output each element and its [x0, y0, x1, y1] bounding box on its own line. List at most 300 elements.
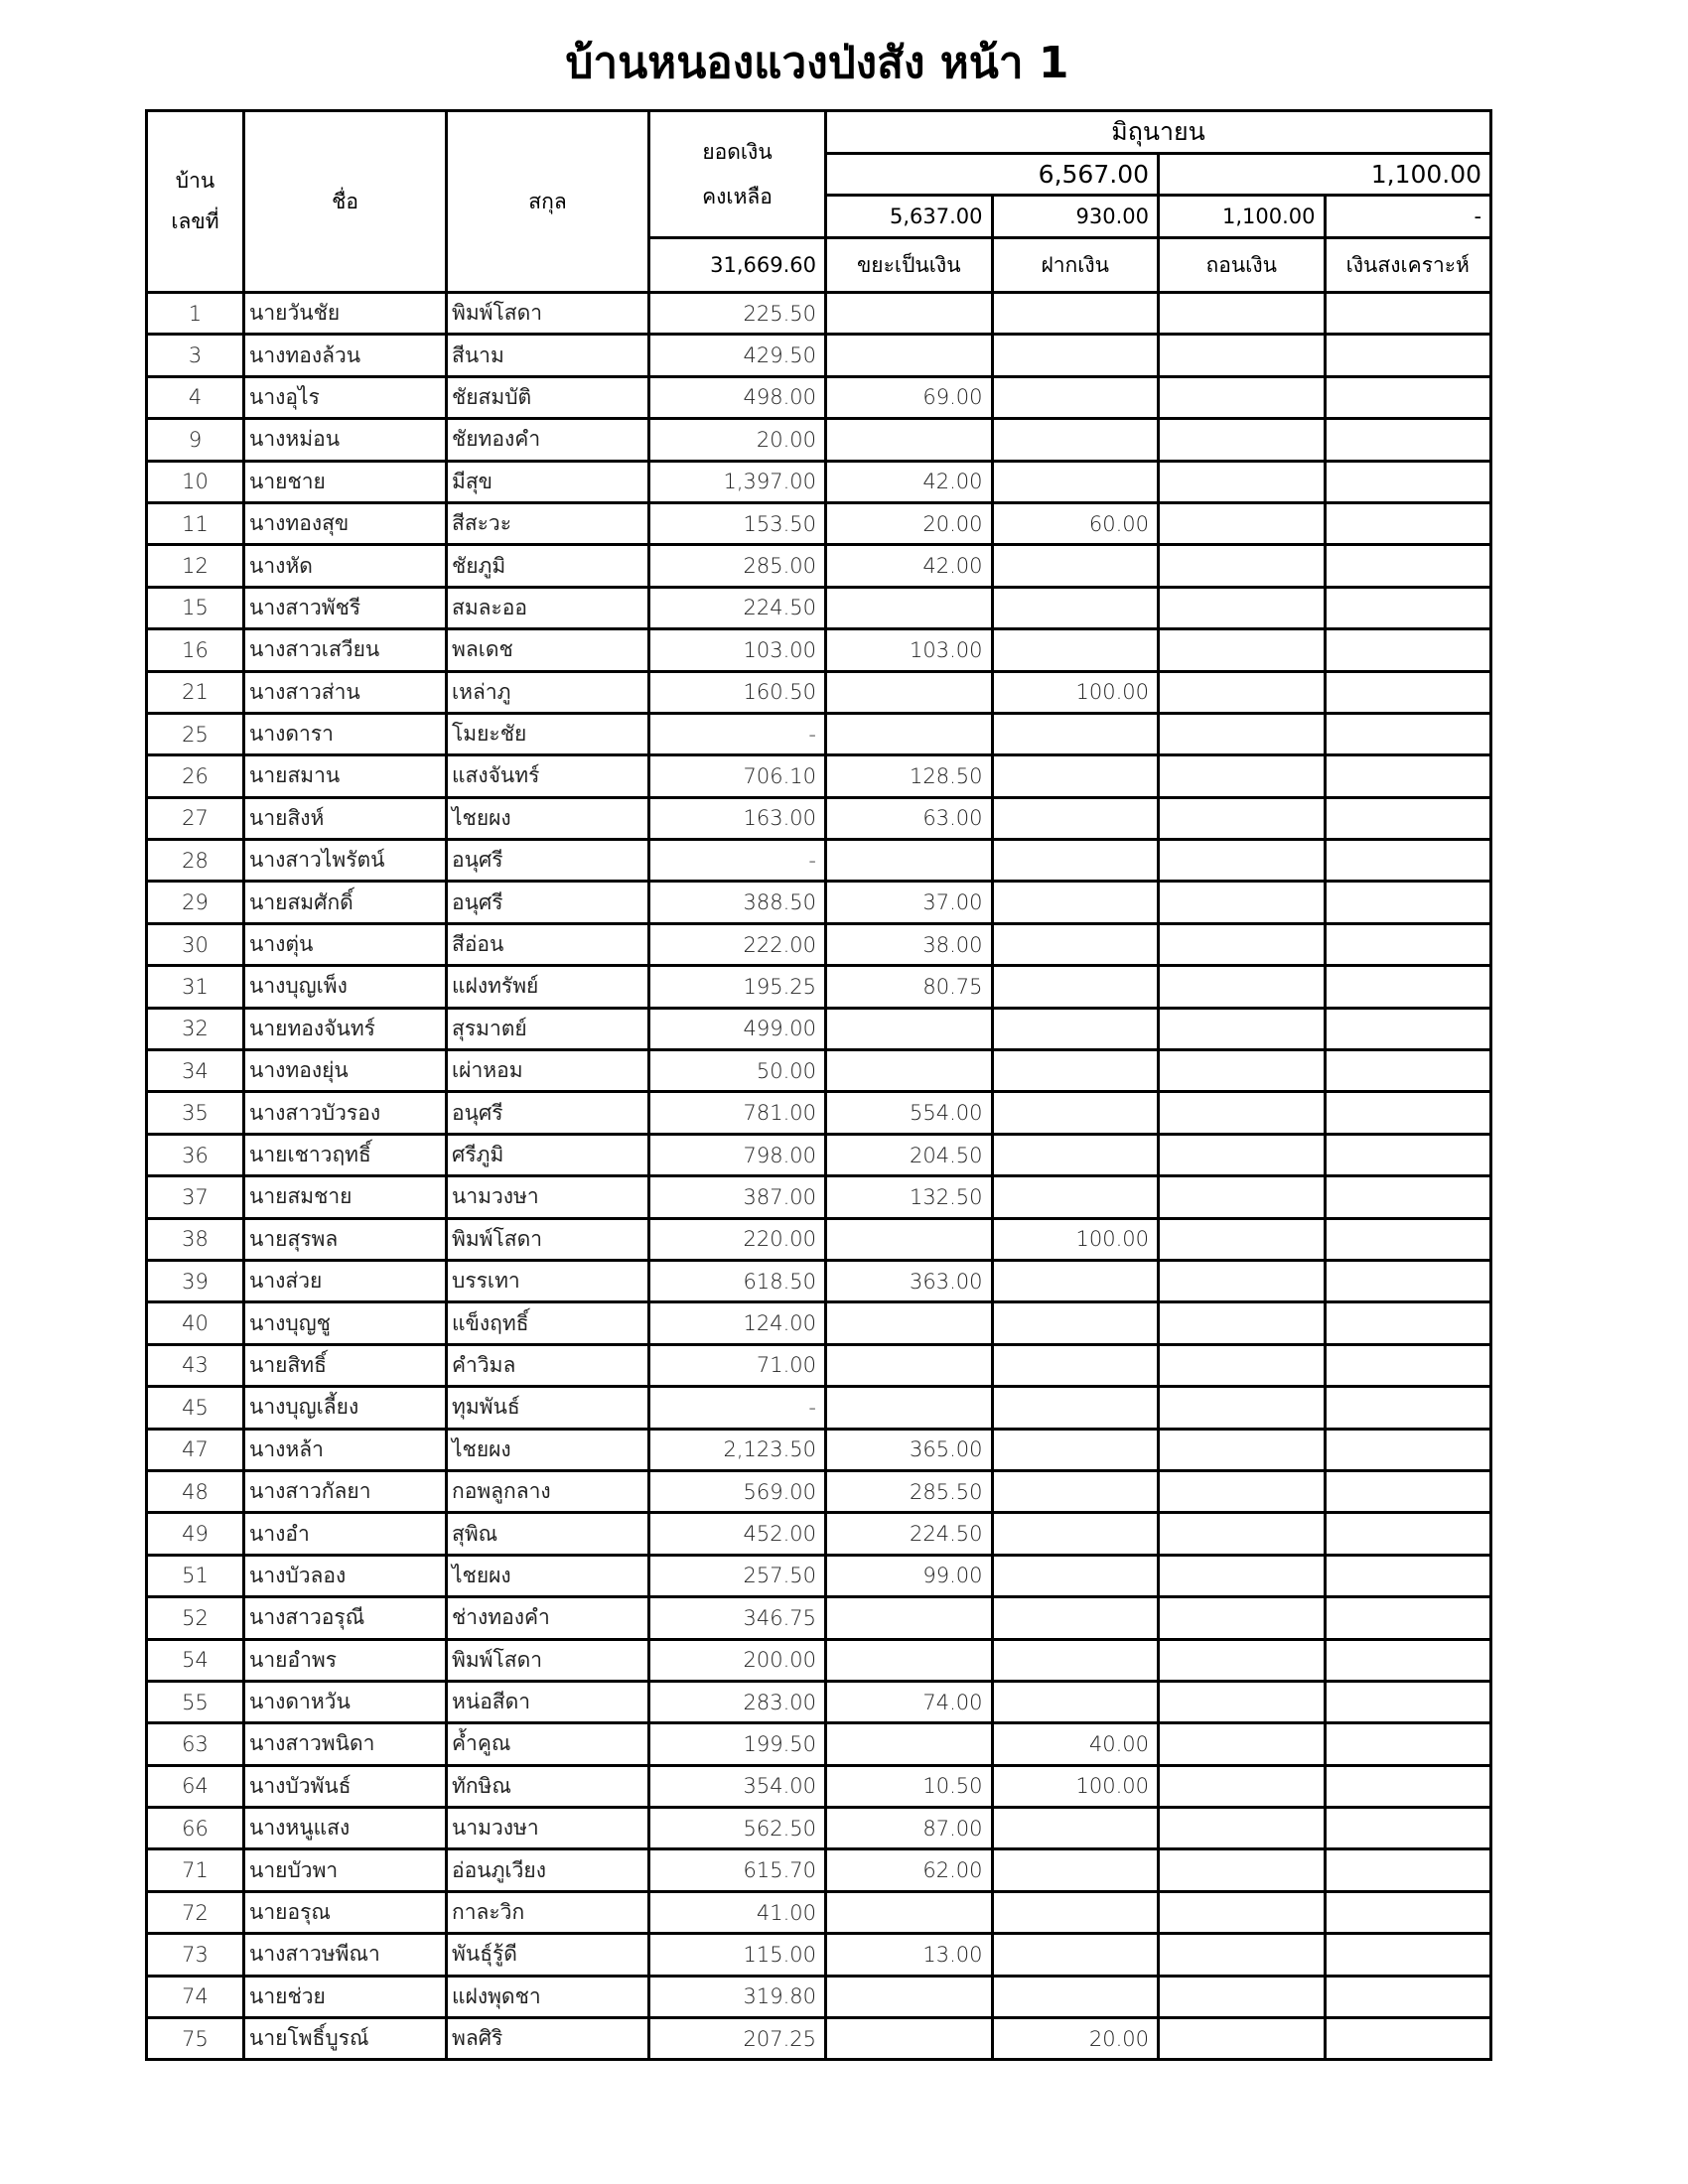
cell-balance: 283.00: [649, 1681, 826, 1722]
cell-house-no: 3: [147, 335, 244, 376]
cell-surname: นามวงษา: [447, 1176, 649, 1218]
cell-surname: แฝงทรัพย์: [447, 966, 649, 1008]
cell-waste: [826, 587, 993, 628]
cell-deposit: [992, 587, 1159, 628]
cell-surname: นามวงษา: [447, 1808, 649, 1849]
cell-name: นายสมชาย: [244, 1176, 447, 1218]
cell-welfare: [1325, 1555, 1491, 1596]
cell-balance: 124.00: [649, 1302, 826, 1344]
table-row: [147, 1849, 1491, 1891]
cell-house-no: 4: [147, 376, 244, 418]
table-row: [147, 797, 1491, 839]
cell-withdraw: [1159, 1302, 1326, 1344]
table-row: [147, 502, 1491, 544]
table-row: [147, 1976, 1491, 2017]
cell-deposit: [992, 1555, 1159, 1596]
cell-balance: 163.00: [649, 797, 826, 839]
cell-waste: 74.00: [826, 1681, 993, 1722]
cell-balance: 115.00: [649, 1934, 826, 1976]
table-row: [147, 1387, 1491, 1429]
cell-welfare: [1325, 1597, 1491, 1639]
cell-withdraw: [1159, 671, 1326, 713]
cell-welfare: [1325, 755, 1491, 797]
cell-balance: 160.50: [649, 671, 826, 713]
cell-welfare: [1325, 713, 1491, 754]
table-row: [147, 1092, 1491, 1134]
cell-balance: 569.00: [649, 1470, 826, 1512]
cell-withdraw: [1159, 1092, 1326, 1134]
header-col-total-withdraw: 1,100.00: [1159, 196, 1326, 238]
cell-house-no: 10: [147, 461, 244, 502]
cell-balance: 1,397.00: [649, 461, 826, 502]
cell-withdraw: [1159, 1387, 1326, 1429]
cell-waste: 38.00: [826, 923, 993, 965]
cell-withdraw: [1159, 1597, 1326, 1639]
cell-welfare: [1325, 2018, 1491, 2060]
cell-waste: 69.00: [826, 376, 993, 418]
cell-waste: [826, 1387, 993, 1429]
cell-waste: [826, 1976, 993, 2017]
cell-house-no: 73: [147, 1934, 244, 1976]
cell-deposit: [992, 1934, 1159, 1976]
table-row: [147, 1891, 1491, 1933]
cell-name: นายทองจันทร์: [244, 1008, 447, 1049]
table-row: [147, 671, 1491, 713]
cell-balance: 41.00: [649, 1891, 826, 1933]
cell-withdraw: [1159, 882, 1326, 923]
page-title: บ้านหนองแวงป่งสัง หน้า 1: [565, 38, 1069, 88]
header-col-total-welfare: -: [1325, 196, 1491, 238]
cell-house-no: 30: [147, 923, 244, 965]
cell-balance: 354.00: [649, 1765, 826, 1807]
cell-balance: 618.50: [649, 1260, 826, 1301]
header-group-out-total: 1,100.00: [1159, 154, 1491, 196]
cell-welfare: [1325, 1302, 1491, 1344]
cell-house-no: 32: [147, 1008, 244, 1049]
cell-waste: 285.50: [826, 1470, 993, 1512]
cell-balance: 2,123.50: [649, 1429, 826, 1470]
table-row: [147, 840, 1491, 882]
cell-deposit: [992, 1513, 1159, 1555]
cell-deposit: [992, 1050, 1159, 1092]
cell-house-no: 63: [147, 1723, 244, 1765]
cell-house-no: 15: [147, 587, 244, 628]
cell-deposit: [992, 1260, 1159, 1301]
header-group-in-total: 6,567.00: [826, 154, 1159, 196]
cell-waste: 37.00: [826, 882, 993, 923]
cell-house-no: 26: [147, 755, 244, 797]
cell-balance: -: [649, 713, 826, 754]
header-balance-line1: ยอดเงิน: [702, 139, 773, 164]
cell-surname: บรรเทา: [447, 1260, 649, 1301]
cell-house-no: 37: [147, 1176, 244, 1218]
cell-welfare: [1325, 1092, 1491, 1134]
header-house-no-line1: บ้าน: [175, 169, 215, 193]
cell-withdraw: [1159, 2018, 1326, 2060]
cell-name: นางส่วย: [244, 1260, 447, 1301]
cell-deposit: [992, 545, 1159, 587]
table-row: [147, 376, 1491, 418]
cell-name: นายสมศักดิ์: [244, 882, 447, 923]
cell-surname: สีสะวะ: [447, 502, 649, 544]
cell-house-no: 55: [147, 1681, 244, 1722]
cell-name: นางหล้า: [244, 1429, 447, 1470]
cell-name: นายสิทธิ์: [244, 1344, 447, 1386]
cell-surname: พิมพ์โสดา: [447, 1218, 649, 1260]
cell-surname: เหล่าภู: [447, 671, 649, 713]
cell-surname: ชัยทองคำ: [447, 419, 649, 461]
cell-withdraw: [1159, 1260, 1326, 1301]
cell-deposit: [992, 376, 1159, 418]
header-col-waste: ขยะเป็นเงิน: [826, 238, 993, 293]
table-row: [147, 1765, 1491, 1807]
cell-surname: สีอ่อน: [447, 923, 649, 965]
header-col-welfare: เงินสงเคราะห์: [1325, 238, 1491, 293]
cell-house-no: 12: [147, 545, 244, 587]
cell-balance: 224.50: [649, 587, 826, 628]
cell-deposit: [992, 1681, 1159, 1722]
table-row: [147, 335, 1491, 376]
cell-deposit: [992, 1470, 1159, 1512]
cell-withdraw: [1159, 840, 1326, 882]
cell-name: นางสาวอรุณี: [244, 1597, 447, 1639]
cell-balance: 798.00: [649, 1134, 826, 1175]
cell-waste: 42.00: [826, 545, 993, 587]
table-row: [147, 1302, 1491, 1344]
cell-balance: 388.50: [649, 882, 826, 923]
table-row: [147, 1344, 1491, 1386]
cell-name: นางดาหวัน: [244, 1681, 447, 1722]
cell-name: นายเชาวฤทธิ์: [244, 1134, 447, 1175]
cell-welfare: [1325, 1344, 1491, 1386]
cell-deposit: [992, 840, 1159, 882]
cell-waste: [826, 335, 993, 376]
cell-deposit: [992, 1092, 1159, 1134]
cell-welfare: [1325, 1639, 1491, 1681]
cell-house-no: 74: [147, 1976, 244, 2017]
cell-house-no: 45: [147, 1387, 244, 1429]
table-row: [147, 1597, 1491, 1639]
cell-house-no: 27: [147, 797, 244, 839]
cell-withdraw: [1159, 713, 1326, 754]
cell-welfare: [1325, 1891, 1491, 1933]
cell-welfare: [1325, 1849, 1491, 1891]
cell-withdraw: [1159, 1723, 1326, 1765]
cell-deposit: 60.00: [992, 502, 1159, 544]
table-row: [147, 1008, 1491, 1049]
cell-deposit: [992, 923, 1159, 965]
cell-house-no: 25: [147, 713, 244, 754]
cell-surname: พันธุ์รู้ดี: [447, 1934, 649, 1976]
cell-name: นางสาวพนิดา: [244, 1723, 447, 1765]
table-row: [147, 419, 1491, 461]
cell-surname: ค้ำคูณ: [447, 1723, 649, 1765]
cell-balance: 222.00: [649, 923, 826, 965]
cell-waste: 10.50: [826, 1765, 993, 1807]
cell-house-no: 29: [147, 882, 244, 923]
table-row: [147, 1808, 1491, 1849]
cell-balance: 153.50: [649, 502, 826, 544]
header-balance-total: 31,669.60: [649, 238, 826, 293]
cell-surname: อนุศรี: [447, 840, 649, 882]
cell-welfare: [1325, 1387, 1491, 1429]
cell-surname: อนุศรี: [447, 1092, 649, 1134]
table-row: [147, 1555, 1491, 1596]
cell-withdraw: [1159, 502, 1326, 544]
cell-welfare: [1325, 629, 1491, 671]
cell-welfare: [1325, 461, 1491, 502]
cell-name: นางทองยุ่น: [244, 1050, 447, 1092]
cell-welfare: [1325, 1134, 1491, 1175]
cell-house-no: 31: [147, 966, 244, 1008]
cell-waste: [826, 1302, 993, 1344]
cell-house-no: 49: [147, 1513, 244, 1555]
cell-withdraw: [1159, 1176, 1326, 1218]
cell-deposit: [992, 1387, 1159, 1429]
cell-name: นางตุ่น: [244, 923, 447, 965]
table-row: [147, 882, 1491, 923]
header-col-withdraw: ถอนเงิน: [1159, 238, 1326, 293]
cell-withdraw: [1159, 1976, 1326, 2017]
cell-welfare: [1325, 1470, 1491, 1512]
cell-welfare: [1325, 1808, 1491, 1849]
cell-balance: 71.00: [649, 1344, 826, 1386]
table-row: [147, 545, 1491, 587]
cell-house-no: 36: [147, 1134, 244, 1175]
table-row: [147, 1218, 1491, 1260]
cell-surname: พิมพ์โสดา: [447, 1639, 649, 1681]
cell-surname: สีนาม: [447, 335, 649, 376]
cell-welfare: [1325, 1976, 1491, 2017]
cell-waste: [826, 2018, 993, 2060]
cell-withdraw: [1159, 1934, 1326, 1976]
cell-deposit: [992, 1176, 1159, 1218]
cell-withdraw: [1159, 1429, 1326, 1470]
cell-surname: ไชยผง: [447, 1429, 649, 1470]
cell-house-no: 16: [147, 629, 244, 671]
header-col-total-waste: 5,637.00: [826, 196, 993, 238]
cell-waste: 132.50: [826, 1176, 993, 1218]
header-house-no: [147, 111, 244, 293]
table-row: [147, 293, 1491, 335]
cell-name: นายสุรพล: [244, 1218, 447, 1260]
cell-balance: 706.10: [649, 755, 826, 797]
table-row: [147, 1470, 1491, 1512]
cell-house-no: 52: [147, 1597, 244, 1639]
cell-waste: 554.00: [826, 1092, 993, 1134]
cell-balance: -: [649, 840, 826, 882]
cell-name: นางสาวพัชรี: [244, 587, 447, 628]
cell-withdraw: [1159, 293, 1326, 335]
cell-withdraw: [1159, 1639, 1326, 1681]
cell-name: นางอำ: [244, 1513, 447, 1555]
cell-deposit: [992, 797, 1159, 839]
cell-waste: 363.00: [826, 1260, 993, 1301]
cell-welfare: [1325, 923, 1491, 965]
cell-withdraw: [1159, 1555, 1326, 1596]
cell-name: นายอรุณ: [244, 1891, 447, 1933]
cell-waste: [826, 713, 993, 754]
cell-balance: 20.00: [649, 419, 826, 461]
cell-withdraw: [1159, 797, 1326, 839]
cell-surname: ไชยผง: [447, 797, 649, 839]
cell-balance: 207.25: [649, 2018, 826, 2060]
cell-surname: แสงจันทร์: [447, 755, 649, 797]
cell-welfare: [1325, 545, 1491, 587]
cell-withdraw: [1159, 419, 1326, 461]
cell-withdraw: [1159, 1008, 1326, 1049]
cell-house-no: 11: [147, 502, 244, 544]
cell-welfare: [1325, 587, 1491, 628]
cell-withdraw: [1159, 545, 1326, 587]
cell-waste: 42.00: [826, 461, 993, 502]
cell-surname: มีสุข: [447, 461, 649, 502]
cell-welfare: [1325, 1513, 1491, 1555]
cell-name: นางหนูแสง: [244, 1808, 447, 1849]
cell-welfare: [1325, 966, 1491, 1008]
header-month: มิถุนายน: [826, 111, 1491, 154]
cell-withdraw: [1159, 966, 1326, 1008]
cell-house-no: 71: [147, 1849, 244, 1891]
cell-name: นางทองล้วน: [244, 335, 447, 376]
cell-house-no: 35: [147, 1092, 244, 1134]
cell-name: นายช่วย: [244, 1976, 447, 2017]
cell-balance: 499.00: [649, 1008, 826, 1049]
cell-welfare: [1325, 1050, 1491, 1092]
cell-welfare: [1325, 1218, 1491, 1260]
cell-name: นางหัด: [244, 545, 447, 587]
cell-waste: 63.00: [826, 797, 993, 839]
cell-balance: 429.50: [649, 335, 826, 376]
table-row: [147, 2018, 1491, 2060]
cell-name: นายวันชัย: [244, 293, 447, 335]
cell-waste: 204.50: [826, 1134, 993, 1175]
cell-surname: ชัยภูมิ: [447, 545, 649, 587]
cell-name: นางบุญเพ็ง: [244, 966, 447, 1008]
cell-welfare: [1325, 1934, 1491, 1976]
cell-waste: [826, 1050, 993, 1092]
cell-deposit: [992, 1429, 1159, 1470]
table-row: [147, 755, 1491, 797]
cell-name: นายชาย: [244, 461, 447, 502]
cell-balance: 195.25: [649, 966, 826, 1008]
cell-balance: 225.50: [649, 293, 826, 335]
cell-welfare: [1325, 1429, 1491, 1470]
cell-name: นางทองสุข: [244, 502, 447, 544]
cell-house-no: 66: [147, 1808, 244, 1849]
cell-balance: 387.00: [649, 1176, 826, 1218]
cell-balance: 452.00: [649, 1513, 826, 1555]
cell-house-no: 75: [147, 2018, 244, 2060]
cell-balance: -: [649, 1387, 826, 1429]
table-row: [147, 587, 1491, 628]
cell-deposit: [992, 1302, 1159, 1344]
cell-withdraw: [1159, 1344, 1326, 1386]
cell-waste: [826, 671, 993, 713]
table-row: [147, 1429, 1491, 1470]
cell-welfare: [1325, 293, 1491, 335]
table-row: [147, 1176, 1491, 1218]
cell-waste: 224.50: [826, 1513, 993, 1555]
cell-house-no: 39: [147, 1260, 244, 1301]
cell-name: นางสาวเสวียน: [244, 629, 447, 671]
cell-name: นายอำพร: [244, 1639, 447, 1681]
cell-surname: ทักษิณ: [447, 1765, 649, 1807]
cell-waste: [826, 1344, 993, 1386]
cell-surname: พลเดช: [447, 629, 649, 671]
cell-house-no: 72: [147, 1891, 244, 1933]
cell-house-no: 51: [147, 1555, 244, 1596]
table-row: [147, 461, 1491, 502]
cell-house-no: 28: [147, 840, 244, 882]
cell-surname: แข็งฤทธิ์: [447, 1302, 649, 1344]
cell-deposit: [992, 1344, 1159, 1386]
cell-name: นางบุญชู: [244, 1302, 447, 1344]
cell-deposit: [992, 629, 1159, 671]
cell-waste: 20.00: [826, 502, 993, 544]
cell-welfare: [1325, 376, 1491, 418]
cell-withdraw: [1159, 629, 1326, 671]
cell-name: นางสาวกัลยา: [244, 1470, 447, 1512]
cell-waste: 80.75: [826, 966, 993, 1008]
cell-surname: อนุศรี: [447, 882, 649, 923]
cell-surname: สุรมาตย์: [447, 1008, 649, 1049]
header-balance: [649, 111, 826, 238]
cell-welfare: [1325, 1681, 1491, 1722]
cell-deposit: [992, 1008, 1159, 1049]
cell-deposit: [992, 1976, 1159, 2017]
cell-surname: พลศิริ: [447, 2018, 649, 2060]
cell-waste: [826, 419, 993, 461]
cell-name: นางสาวษพีณา: [244, 1934, 447, 1976]
cell-surname: ชัยสมบัติ: [447, 376, 649, 418]
cell-balance: 285.00: [649, 545, 826, 587]
cell-deposit: 20.00: [992, 2018, 1159, 2060]
cell-surname: เผ่าหอม: [447, 1050, 649, 1092]
cell-waste: [826, 840, 993, 882]
cell-surname: ศรีภูมิ: [447, 1134, 649, 1175]
cell-name: นายโพธิ์บูรณ์: [244, 2018, 447, 2060]
cell-deposit: [992, 1639, 1159, 1681]
cell-surname: กอพลูกลาง: [447, 1470, 649, 1512]
cell-welfare: [1325, 419, 1491, 461]
cell-balance: 346.75: [649, 1597, 826, 1639]
cell-withdraw: [1159, 376, 1326, 418]
cell-deposit: [992, 882, 1159, 923]
cell-waste: 128.50: [826, 755, 993, 797]
cell-waste: 103.00: [826, 629, 993, 671]
cell-deposit: 40.00: [992, 1723, 1159, 1765]
cell-balance: 199.50: [649, 1723, 826, 1765]
cell-name: นางบัวพันธ์: [244, 1765, 447, 1807]
cell-house-no: 34: [147, 1050, 244, 1092]
cell-surname: อ่อนภูเวียง: [447, 1849, 649, 1891]
table-row: [147, 629, 1491, 671]
cell-house-no: 40: [147, 1302, 244, 1344]
cell-name: นายสมาน: [244, 755, 447, 797]
cell-waste: [826, 1639, 993, 1681]
cell-surname: คำวิมล: [447, 1344, 649, 1386]
savings-ledger-table: [145, 109, 1492, 2061]
cell-house-no: 54: [147, 1639, 244, 1681]
cell-deposit: 100.00: [992, 671, 1159, 713]
cell-balance: 498.00: [649, 376, 826, 418]
table-row: [147, 966, 1491, 1008]
cell-name: นางสาวส่าน: [244, 671, 447, 713]
cell-balance: 220.00: [649, 1218, 826, 1260]
cell-waste: 87.00: [826, 1808, 993, 1849]
cell-withdraw: [1159, 1765, 1326, 1807]
